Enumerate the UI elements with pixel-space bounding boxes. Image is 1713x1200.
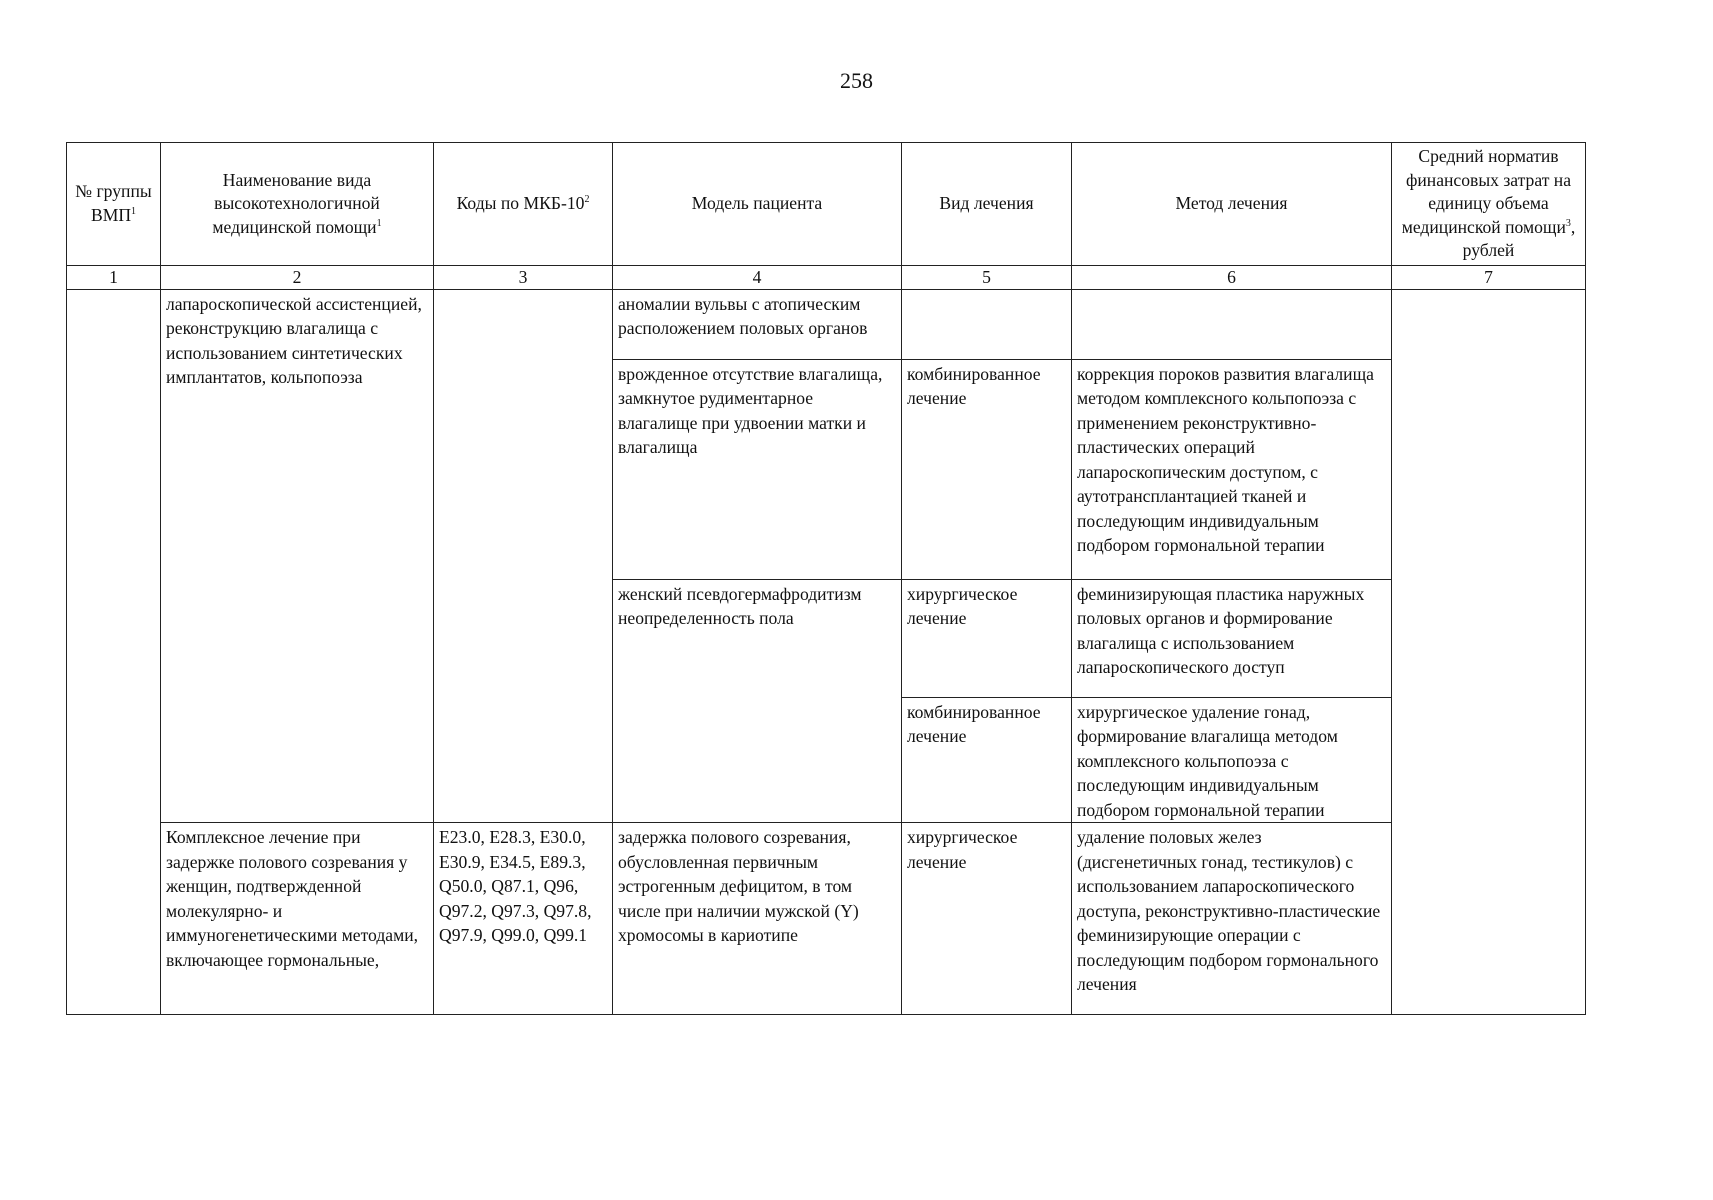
treatment-type-cell: хирургическое лечение	[902, 579, 1072, 697]
column-number: 3	[434, 265, 613, 289]
header-icd-codes: Коды по МКБ-$10^2$	[434, 143, 613, 266]
header-care-type-name: Наименование вида высокотехнологичной медицинской помощи$^1$	[161, 143, 434, 266]
patient-model-cell: женский псевдогермафродитизм неопределенность пола	[613, 579, 902, 823]
header-treatment-type: Вид лечения	[902, 143, 1072, 266]
care-type-name-cell: Комплексное лечение при задержке полового созревания у женщин, подтвержденной молекулярно- и иммуногенетическими методами, включающее гормональные,	[161, 823, 434, 1015]
treatment-type-cell	[902, 289, 1072, 359]
treatment-type-cell: хирургическое лечение	[902, 823, 1072, 1015]
treatment-method-cell: хирургическое удаление гонад, формирование влагалища методом комплексного кольпопоэза с последующим индивидуальным подбором гормональной терапии	[1072, 697, 1392, 823]
icd-codes-cell: E23.0, E28.3, E30.0, E30.9, E34.5, E89.3, Q50.0, Q87.1, Q96, Q97.2, Q97.3, Q97.8, Q97.9, Q99.0, Q99.1	[434, 823, 613, 1015]
treatment-method-cell: феминизирующая пластика наружных половых органов и формирование влагалища с использованием лапароскопического доступ	[1072, 579, 1392, 697]
patient-model-cell: аномалии вульвы с атопическим расположением половых органов	[613, 289, 902, 359]
header-row	[67, 143, 1586, 266]
patient-model-cell: врожденное отсутствие влагалища, замкнутое рудиментарное влагалище при удвоении матки и влагалища	[613, 359, 902, 579]
icd-codes-cell	[434, 289, 613, 823]
vmp-table	[66, 142, 1586, 1015]
column-number: 4	[613, 265, 902, 289]
treatment-method-cell: коррекция пороков развития влагалища методом комплексного кольпопоэза с применением реконструктивно-пластических операций лапароскопическим доступом, с аутотрансплантацией тканей и последующим индивидуальным подбором гормональной терапии	[1072, 359, 1392, 579]
table-row	[67, 823, 1586, 1015]
treatment-method-cell: удаление половых желез (дисгенетичных гонад, тестикулов) с использованием лапароскопического доступа, реконструктивно-пластические феминизирующие операции с последующим подбором гормонального лечения	[1072, 823, 1392, 1015]
column-number-row	[67, 265, 1586, 289]
header-treatment-method: Метод лечения	[1072, 143, 1392, 266]
treatment-type-cell: комбинированное лечение	[902, 359, 1072, 579]
treatment-type-cell: комбинированное лечение	[902, 697, 1072, 823]
header-patient-model: Модель пациента	[613, 143, 902, 266]
column-number: 7	[1392, 265, 1586, 289]
header-cost-standard: Средний норматив финансовых затрат на единицу объема медицинской помощи$^3$, рублей	[1392, 143, 1586, 266]
treatment-method-cell	[1072, 289, 1392, 359]
header-group-number: № группы ВМП$^1$	[67, 143, 161, 266]
column-number: 6	[1072, 265, 1392, 289]
column-number: 1	[67, 265, 161, 289]
patient-model-cell: задержка полового созревания, обусловленная первичным эстрогенным дефицитом, в том числе при наличии мужской (Y) хромосомы в кариотипе	[613, 823, 902, 1015]
group-number-cell	[67, 289, 161, 1015]
table-row	[67, 289, 1586, 359]
care-type-name-cell: лапароскопической ассистенцией, реконструкцию влагалища с использованием синтетических имплантатов, кольпопоэза	[161, 289, 434, 823]
column-number: 2	[161, 265, 434, 289]
cost-cell	[1392, 289, 1586, 1015]
column-number: 5	[902, 265, 1072, 289]
page-number: 258	[840, 68, 873, 93]
